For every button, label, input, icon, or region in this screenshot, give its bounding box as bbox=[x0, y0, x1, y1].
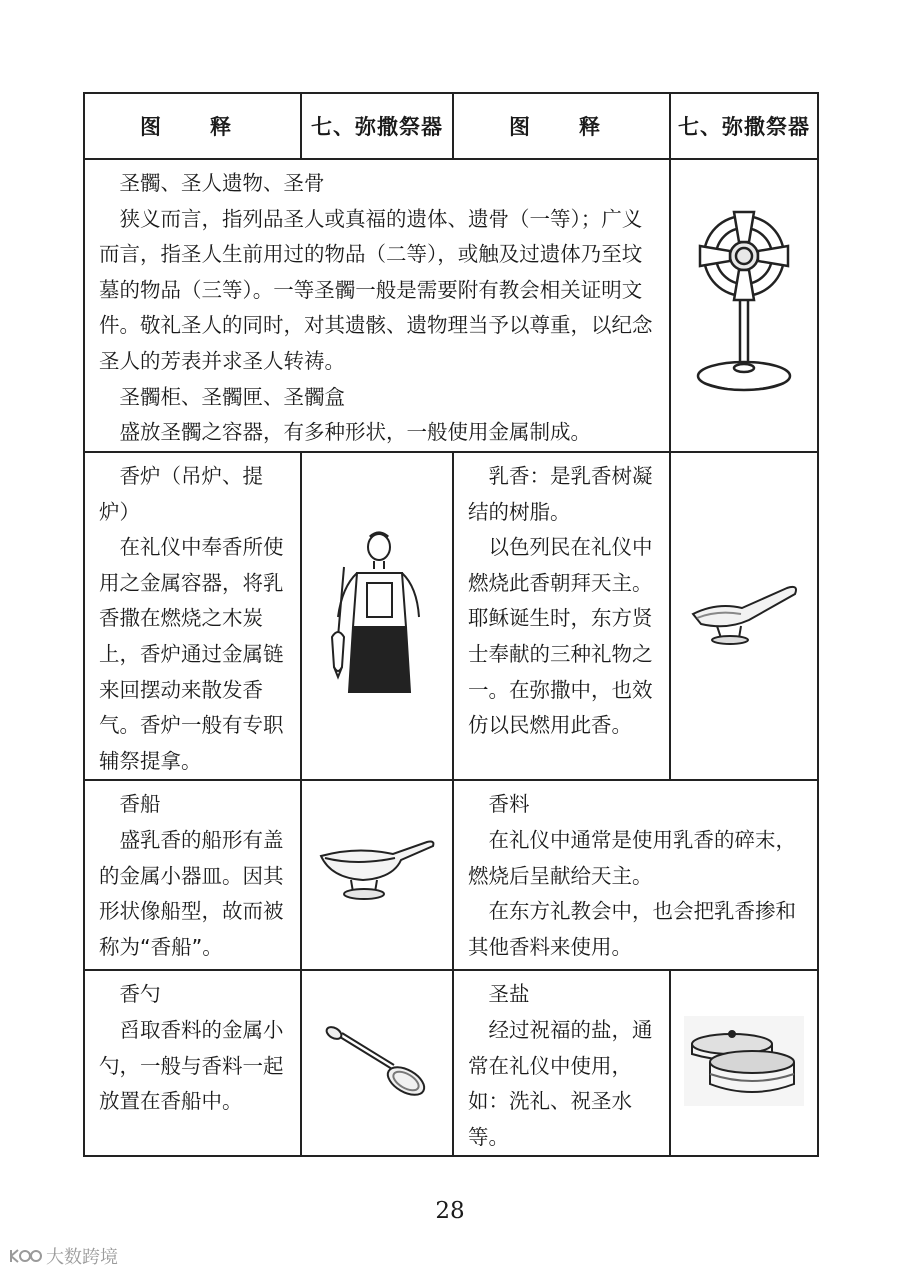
incense-title: 香料 bbox=[488, 792, 530, 817]
reliquary-image-cell bbox=[670, 159, 818, 452]
header-illustration-1: 图 释 bbox=[84, 93, 301, 159]
reliquary-icon bbox=[689, 204, 799, 404]
spoon-image-cell bbox=[301, 970, 453, 1156]
relic-title: 圣髑、圣人遗物、圣骨 bbox=[119, 171, 325, 195]
spoon-title: 香勺 bbox=[119, 982, 161, 1007]
row-relic bbox=[84, 159, 818, 452]
censer-text-cell bbox=[84, 452, 301, 780]
salt-box-icon bbox=[684, 1016, 804, 1106]
header-row bbox=[84, 93, 818, 159]
censer-title: 香炉（吊炉、提炉） bbox=[99, 464, 263, 524]
sacred-vessels-table bbox=[83, 92, 819, 1157]
reliquary-description: 盛放圣髑之容器，有多种形状，一般使用金属制成。 bbox=[119, 420, 591, 445]
censer-description: 在礼仪中奉香所使用之金属容器，将乳香撒在燃烧之木炭上，香炉通过金属链来回摆动来散发香气。香炉一般有专职辅祭提拿。 bbox=[99, 535, 284, 773]
watermark-logo-icon bbox=[8, 1246, 42, 1266]
frankincense-title: 乳香：是乳香树凝结的树脂。 bbox=[468, 464, 653, 524]
row-spoon bbox=[84, 970, 818, 1156]
header-section-2: 七、弥撒祭器 bbox=[670, 93, 818, 159]
salt-image-cell bbox=[670, 970, 818, 1156]
page-number: 28 bbox=[435, 1198, 465, 1224]
watermark bbox=[8, 1243, 118, 1269]
frankincense-dish-icon bbox=[687, 574, 802, 654]
relic-description: 狭义而言，指列品圣人或真福的遗体、遗骨（一等）；广义而言，指圣人生前用过的物品（二等），或触及过遗体乃至坟墓的物品（三等）。一等圣髑一般是需要附有教会相关证明文件。敬礼圣人的同时，对其遗骸、遗物理当予以尊重，以纪念圣人的芳表并求圣人转祷。 bbox=[99, 206, 653, 373]
boat-title: 香船 bbox=[119, 792, 161, 817]
row-boat bbox=[84, 780, 818, 970]
relic-text-cell bbox=[84, 159, 670, 452]
reliquary-title: 圣髑柜、圣髑匣、圣髑盒 bbox=[119, 384, 345, 409]
incense-spoon-icon bbox=[322, 1021, 432, 1101]
salt-text-cell bbox=[453, 970, 670, 1156]
incense-text-cell bbox=[453, 780, 818, 970]
spoon-description: 舀取香料的金属小勺，一般与香料一起放置在香船中。 bbox=[99, 1017, 284, 1114]
incense-description-2: 在东方礼教会中，也会把乳香掺和其他香料来使用。 bbox=[468, 899, 796, 959]
frankincense-image-cell bbox=[670, 452, 818, 780]
altar-server-censer-icon bbox=[322, 527, 432, 702]
censer-image-cell bbox=[301, 452, 453, 780]
frankincense-description: 以色列民在礼仪中燃烧此香朝拜天主。耶稣诞生时，东方贤士奉献的三种礼物之一。在弥撒中，也效仿以民燃用此香。 bbox=[468, 535, 653, 738]
boat-text-cell bbox=[84, 780, 301, 970]
header-illustration-2: 图 释 bbox=[453, 93, 670, 159]
boat-image-cell bbox=[301, 780, 453, 970]
salt-description: 经过祝福的盐，通常在礼仪中使用，如：洗礼、祝圣水等。 bbox=[468, 1017, 653, 1149]
watermark-text: 大数跨境 bbox=[46, 1247, 118, 1268]
frankincense-text-cell bbox=[453, 452, 670, 780]
incense-description: 在礼仪中通常是使用乳香的碎末，燃烧后呈献给天主。 bbox=[468, 827, 796, 888]
header-section-1: 七、弥撒祭器 bbox=[301, 93, 453, 159]
boat-description: 盛乳香的船形有盖的金属小器皿。因其形状像船型，故而被称为“香船”。 bbox=[99, 827, 284, 959]
spoon-text-cell bbox=[84, 970, 301, 1156]
row-censer bbox=[84, 452, 818, 780]
salt-title: 圣盐 bbox=[488, 982, 530, 1007]
incense-boat-icon bbox=[317, 836, 437, 911]
